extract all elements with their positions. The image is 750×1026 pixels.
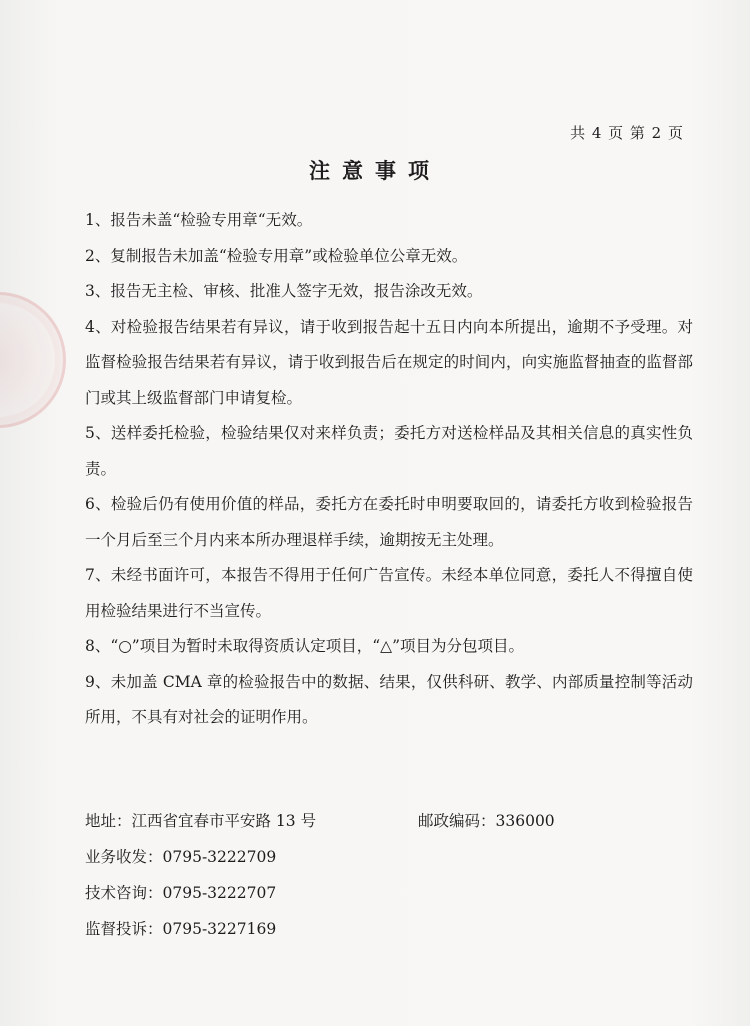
business-phone: 业务收发：0795-3222709: [85, 848, 277, 866]
note-item-7: 7、未经书面许可，本报告不得用于任何广告宣传。未经本单位同意，委托人不得擅自使用检验结果进行不当宣传。: [85, 566, 693, 620]
postal-code: 邮政编码：336000: [418, 812, 555, 830]
note-item-8: 8、“○”项目为暂时未取得资质认定项目，“△”项目为分包项目。: [85, 637, 525, 655]
consult-phone: 技术咨询：0795-3222707: [85, 884, 277, 902]
note-item-3: 3、报告无主检、审核、批准人签字无效，报告涂改无效。: [85, 282, 483, 300]
note-item-2: 2、复制报告未加盖“检验专用章”或检验单位公章无效。: [85, 246, 468, 265]
address: 地址：江西省宜春市平安路 13 号: [85, 812, 317, 830]
note-item-1: 1、报告未盖“检验专用章“无效。: [85, 211, 313, 229]
complaint-phone: 监督投诉：0795-3227169: [85, 920, 277, 938]
note-item-9: 9、未加盖 CMA 章的检验报告中的数据、结果，仅供科研、教学、内部质量控制等活动所用，不具有对社会的证明作用。: [85, 672, 693, 726]
address-row: [85, 803, 685, 839]
page-title: 注意事项: [309, 158, 441, 183]
note-item-4: 4、对检验报告结果若有异议，请于收到报告起十五日内向本所提出，逾期不予受理。对监督检验报告结果若有异议，请于收到报告后在规定的时间内，向实施监督抽查的监督部门或其上级监督部门申请复检。: [85, 317, 693, 407]
notes-list: [85, 203, 693, 736]
official-seal-stamp: [0, 292, 66, 428]
note-item-6: 6、检验后仍有使用价值的样品，委托方在委托时申明要取回的，请委托方收到检验报告一个月后至三个月内来本所办理退样手续，逾期按无主处理。: [85, 495, 693, 549]
note-item-5: 5、送样委托检验，检验结果仅对来样负责；委托方对送检样品及其相关信息的真实性负责。: [85, 424, 693, 478]
contact-block: [85, 803, 685, 947]
page-indicator: 共 4 页 第 2 页: [570, 124, 684, 142]
